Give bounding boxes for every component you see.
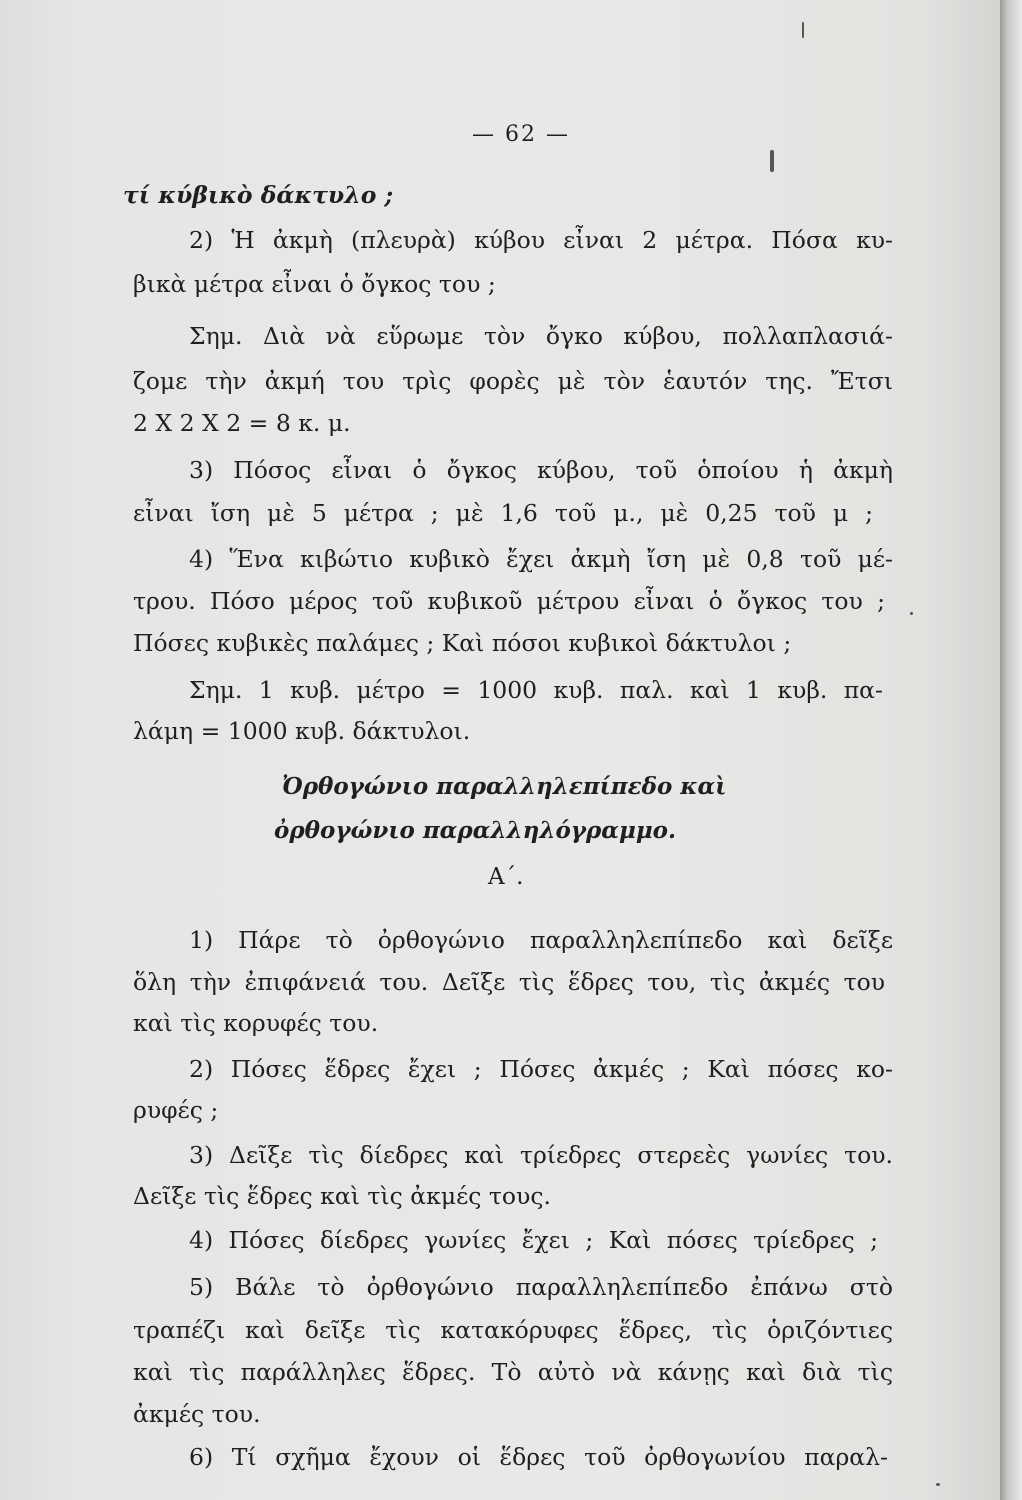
text-line: 2 X 2 X 2 = 8 κ. μ. [133, 409, 351, 437]
text-line: καὶ τὶς κορυφές του. [133, 1009, 379, 1037]
text-line: ρυφές ; [133, 1096, 219, 1124]
text-line: ἀκμές του. [133, 1400, 261, 1428]
scan-speck [802, 22, 804, 38]
text-line: 1) Πάρε τὸ ὀρθογώνιο παραλληλεπίπεδο καὶ δεῖξε [189, 926, 893, 954]
page-edge-shadow [1000, 0, 1022, 1500]
section-label: Α΄. [488, 864, 524, 890]
text-line: ὅλη τὴν ἐπιφάνειά του. Δεῖξε τὶς ἕδρες του, τὶς ἀκμές του [133, 968, 885, 996]
text-line: ζομε τὴν ἀκμή του τρὶς φορὲς μὲ τὸν ἑαυτόν της. Ἔτσι [133, 367, 893, 395]
text-line: 4) Ἕνα κιβώτιο κυβικὸ ἔχει ἀκμὴ ἴση μὲ 0,8 τοῦ μέ- [189, 545, 893, 573]
text-line: καὶ τὶς παράλληλες ἕδρες. Τὸ αὐτὸ νὰ κάνῃς καὶ διὰ τὶς [133, 1358, 893, 1386]
scan-speck [910, 612, 913, 615]
text-line: τρου. Πόσο μέρος τοῦ κυβικοῦ μέτρου εἶναι ὁ ὄγκος του ; [133, 587, 885, 615]
text-line: 3) Πόσος εἶναι ὁ ὄγκος κύβου, τοῦ ὁποίου ἡ ἀκμὴ [189, 456, 893, 484]
section-heading-line-2: ὀρθογώνιο παραλληλόγραμμο. [274, 817, 677, 844]
text-line: 2) Πόσες ἕδρες ἔχει ; Πόσες ἀκμές ; Καὶ πόσες κο- [189, 1055, 893, 1083]
text-line: τί κύβικὸ δάκτυλο ; [123, 181, 394, 209]
text-line: λάμη = 1000 κυβ. δάκτυλοι. [133, 717, 471, 745]
text-line: τραπέζι καὶ δεῖξε τὶς κατακόρυφες ἕδρες, τὶς ὁριζόντιες [133, 1316, 893, 1344]
scan-speck [770, 150, 774, 172]
text-line: Σημ. 1 κυβ. μέτρο = 1000 κυβ. παλ. καὶ 1 κυβ. πα- [189, 676, 883, 704]
page-number: — 62 — [472, 122, 570, 147]
text-line: 3) Δεῖξε τὶς δίεδρες καὶ τρίεδρες στερεὲς γωνίες του. [189, 1141, 893, 1169]
text-line: 4) Πόσες δίεδρες γωνίες ἔχει ; Καὶ πόσες τρίεδρες ; [189, 1226, 878, 1254]
text-line: 2) Ἡ ἀκμὴ (πλευρὰ) κύβου εἶναι 2 μέτρα. Πόσα κυ- [189, 226, 893, 254]
scan-speck [936, 1483, 940, 1486]
section-heading-line-1: Ὀρθογώνιο παραλληλεπίπεδο καὶ [282, 773, 727, 800]
text-line: 6) Τί σχῆμα ἔχουν οἱ ἕδρες τοῦ ὀρθογωνίου παραλ- [189, 1443, 888, 1471]
text-line: Δεῖξε τὶς ἕδρες καὶ τὶς ἀκμές τους. [133, 1182, 551, 1210]
text-line: Πόσες κυβικὲς παλάμες ; Καὶ πόσοι κυβικοὶ δάκτυλοι ; [133, 629, 792, 657]
text-line: Σημ. Διὰ νὰ εὕρωμε τὸν ὄγκο κύβου, πολλαπλασιά- [189, 322, 893, 350]
text-line: εἶναι ἴση μὲ 5 μέτρα ; μὲ 1,6 τοῦ μ., μὲ 0,25 τοῦ μ ; [133, 499, 873, 527]
text-line: 5) Βάλε τὸ ὀρθογώνιο παραλληλεπίπεδο ἐπάνω στὸ [189, 1273, 893, 1301]
text-line: βικὰ μέτρα εἶναι ὁ ὄγκος του ; [133, 270, 496, 298]
